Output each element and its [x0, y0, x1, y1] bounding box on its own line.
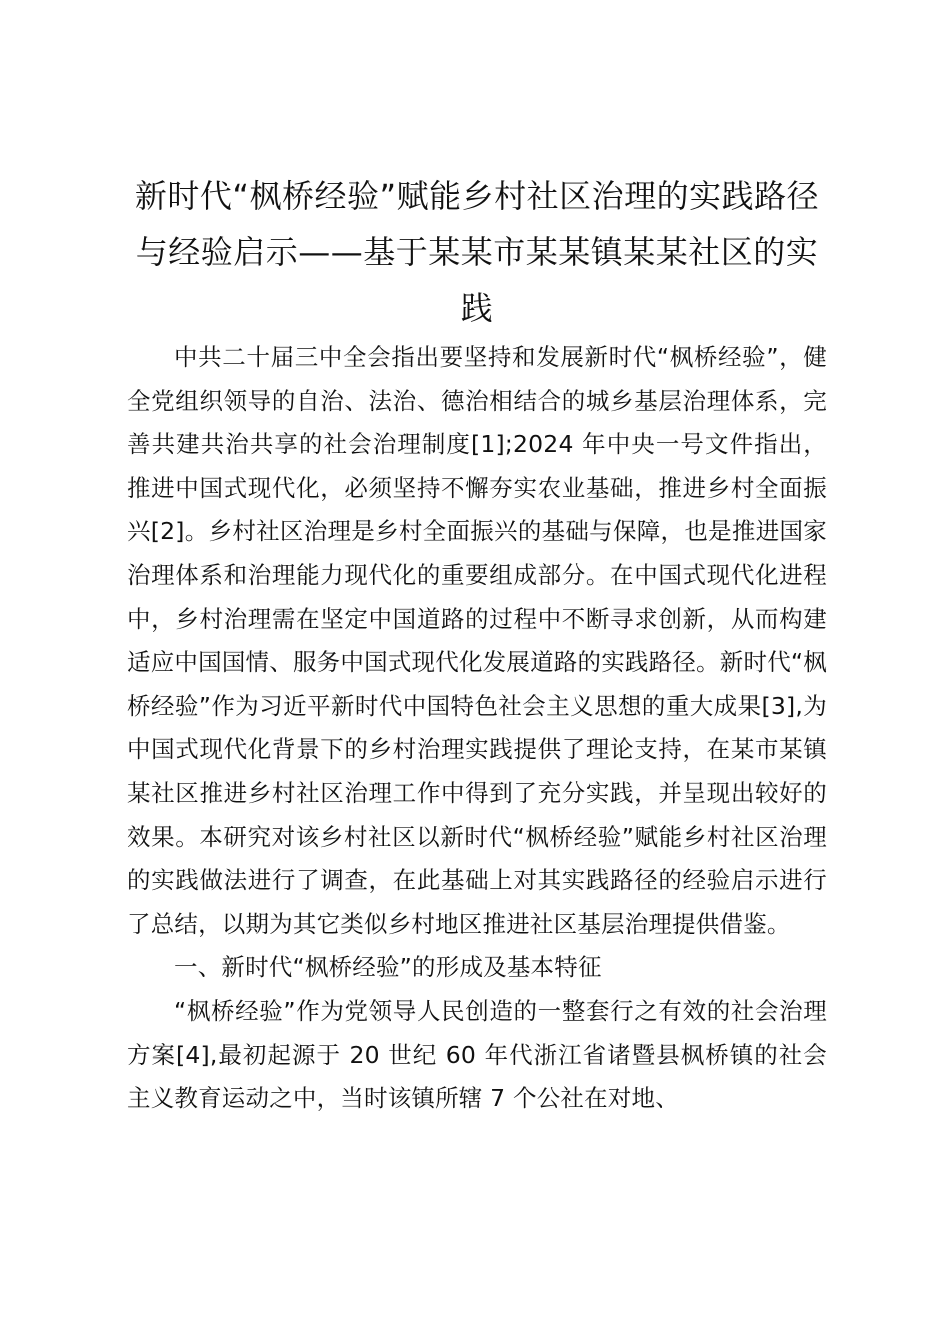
intro-paragraph: 中共二十届三中全会指出要坚持和发展新时代“枫桥经验”，健全党组织领导的自治、法治、德治相结合的城乡基层治理体系，完善共建共治共享的社会治理制度[1];2024 年中央一号文件指出，推进中国式现代化，必须坚持不懈夯实农业基础，推进乡村全面振兴[2]。乡村社区治理是乡村全面振兴的基础与保障，也是推进国家治理体系和治理能力现代化的重要组成部分。在中国式现代化进程中，乡村治理需在坚定中国道路的过程中不断寻求创新，从而构建适应中国国情、服务中国式现代化发展道路的实践路径。新时代“枫桥经验”作为习近平新时代中国特色社会主义思想的重大成果[3],为中国式现代化背景下的乡村治理实践提供了理论支持，在某市某镇某社区推进乡村社区治理工作中得到了充分实践，并呈现出较好的效果。本研究对该乡村社区以新时代“枫桥经验”赋能乡村社区治理的实践做法进行了调查，在此基础上对其实践路径的经验启示进行了总结，以期为其它类似乡村地区推进社区基层治理提供借鉴。: [127, 343, 827, 938]
document-page: [127, 168, 827, 1121]
document-title: 新时代“枫桥经验”赋能乡村社区治理的实践路径与经验启示——基于某某市某某镇某某社区的实践: [134, 177, 820, 327]
section-heading: 一、新时代“枫桥经验”的形成及基本特征: [174, 953, 602, 982]
section-paragraph: “枫桥经验”作为党领导人民创造的一整套行之有效的社会治理方案[4],最初起源于 20 世纪 60 年代浙江省诸暨县枫桥镇的社会主义教育运动之中，当时该镇所辖 7 个公社在对地、: [127, 996, 827, 1113]
